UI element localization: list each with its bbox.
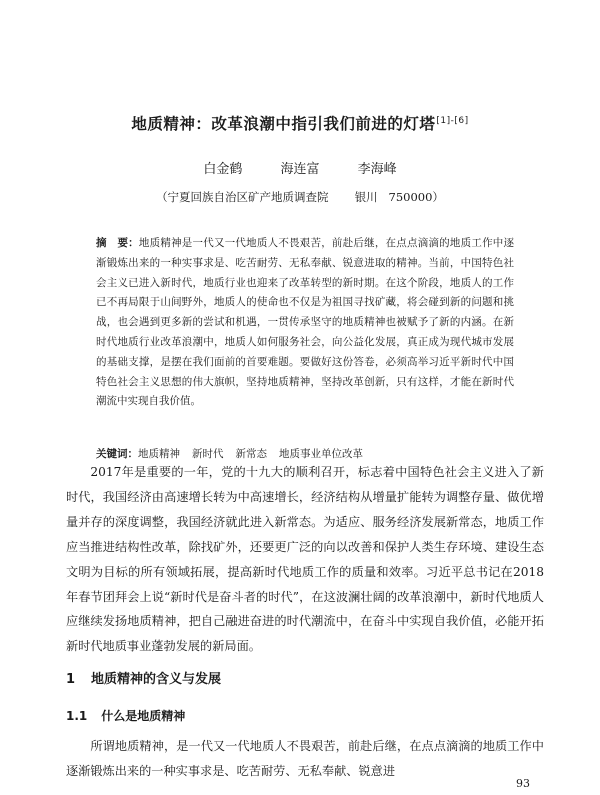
title-reference: [1]-[6] (436, 116, 469, 126)
intro-paragraph: 2017年是重要的一年，党的十九大的顺利召开，标志着中国特色社会主义进入了新时代，我国经济由高速增长转为中高速增长，经济结构从增量扩能转为调整存量、做优增量并存的深度调整，我国经济就此进入新常态。为适应、服务经济发展新常态，地质工作应当推进结构性改革，除找矿外，还要更广泛的向以改善和保护人类生存环境、建设生态文明为目标的所有领域拓展，提高新时代地质工作的质量和效率。习近平总书记在2018年春节团拜会上说“新时代是奋斗者的时代”，在这波澜壮阔的改革浪潮中，新时代地质人应继续发扬地质精神，把自己融进奋进的时代潮流中，在奋斗中实现自我价值，必能开拓新时代地质事业蓬勃发展的新局面。 (66, 465, 544, 654)
section-1-number: 1 (66, 672, 76, 687)
abstract-text: 地质精神是一代又一代地质人不畏艰苦，前赴后继，在点点滴滴的地质工作中逐渐锻炼出来的一种实事求是、吃苦耐劳、无私奉献、锐意进取的精神。当前，中国特色社会主义已进入新时代，地质行业也迎来了改革转型的新时期。在这个阶段，地质人的工作已不再局限于山间野外，地质人的使命也不仅是为祖国寻找矿藏，将会碰到新的问题和挑战，也会遇到更多新的尝试和机遇，一贯传承坚守的地质精神也被赋予了新的内涵。在新时代地质行业改革浪潮中，地质人如何服务社会，向公益化发展，真正成为现代城市发展的基础支撑，是摆在我们面前的首要难题。要做好这份答卷，必须高举习近平新时代中国特色社会主义思想的伟大旗帜，坚持地质精神，坚持改革创新，只有这样，才能在新时代潮流中实现自我价值。 (96, 237, 515, 408)
paper-title (0, 112, 600, 134)
affiliation-org: （宁夏回族自治区矿产地质调查院 (156, 190, 329, 204)
page-number: 93 (516, 777, 530, 790)
abstract (96, 234, 514, 412)
section-1-1-title: 什么是地质精神 (101, 709, 186, 723)
author-1: 白金鹤 (203, 162, 243, 177)
keyword-1: 地质精神 (138, 448, 180, 460)
title-text: 地质精神：改革浪潮中指引我们前进的灯塔 (131, 115, 436, 133)
section-1-1-paragraph: 所谓地质精神，是一代又一代地质人不畏艰苦，前赴后继，在点点滴滴的地质工作中逐渐锻炼出来的一种实事求是、吃苦耐劳、无私奉献、锐意进 (66, 739, 544, 778)
affiliation (0, 189, 600, 205)
section-1-1-number: 1.1 (66, 709, 88, 723)
affiliation-postcode: 750000） (388, 190, 444, 204)
author-2: 海连富 (280, 162, 320, 177)
author-list (0, 158, 600, 177)
keywords (96, 446, 514, 461)
keyword-4: 地质事业单位改革 (279, 448, 363, 460)
keyword-2: 新时代 (192, 448, 224, 460)
keyword-3: 新常态 (235, 448, 267, 460)
section-1-heading (66, 668, 221, 687)
author-3: 李海峰 (357, 162, 397, 177)
keywords-label: 关键词： (96, 448, 138, 460)
section-1-1-heading (66, 707, 185, 724)
section-1-title: 地质精神的含义与发展 (91, 672, 222, 687)
abstract-label: 摘 要： (96, 237, 139, 249)
affiliation-city: 银川 (354, 190, 378, 204)
